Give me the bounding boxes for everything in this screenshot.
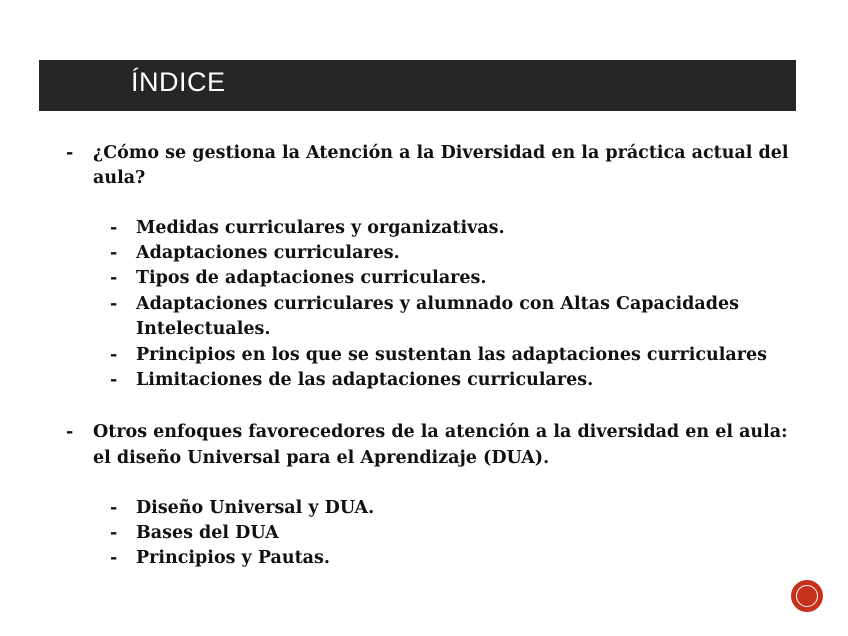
bullet-dash: - [110, 345, 118, 365]
item-text: Adaptaciones curriculares. [136, 243, 400, 263]
section-2-line-2: el diseño Universal para el Aprendizaje (DUA). [93, 448, 550, 468]
bullet-dash: - [110, 498, 118, 518]
item-text: Tipos de adaptaciones curriculares. [136, 268, 487, 288]
item-text-line-2: Intelectuales. [136, 319, 271, 339]
section-1-line-1: ¿Cómo se gestiona la Atención a la Diversidad en la práctica actual del [93, 143, 789, 163]
slide-title: ÍNDICE [131, 67, 226, 97]
bullet-dash: - [110, 218, 118, 238]
bullet-dash: - [110, 523, 118, 543]
item-text: Limitaciones de las adaptaciones curriculares. [136, 370, 594, 390]
bullet-dash: - [110, 243, 118, 263]
item-text: Bases del DUA [136, 523, 279, 543]
circle-nav-icon[interactable] [791, 580, 823, 612]
item-text: Diseño Universal y DUA. [136, 498, 375, 518]
item-text-line-1: Adaptaciones curriculares y alumnado con Altas Capacidades [136, 294, 739, 314]
item-text: Principios en los que se sustentan las adaptaciones curriculares [136, 345, 767, 365]
bullet-dash: - [110, 268, 118, 288]
item-text: Medidas curriculares y organizativas. [136, 218, 505, 238]
bullet-dash: - [66, 143, 74, 163]
bullet-dash: - [110, 370, 118, 390]
bullet-dash: - [110, 548, 118, 568]
bullet-dash: - [110, 294, 118, 314]
bullet-dash: - [66, 422, 74, 442]
section-1-line-2: aula? [93, 168, 146, 188]
section-2-line-1: Otros enfoques favorecedores de la atención a la diversidad en el aula: [93, 422, 788, 442]
item-text: Principios y Pautas. [136, 548, 330, 568]
